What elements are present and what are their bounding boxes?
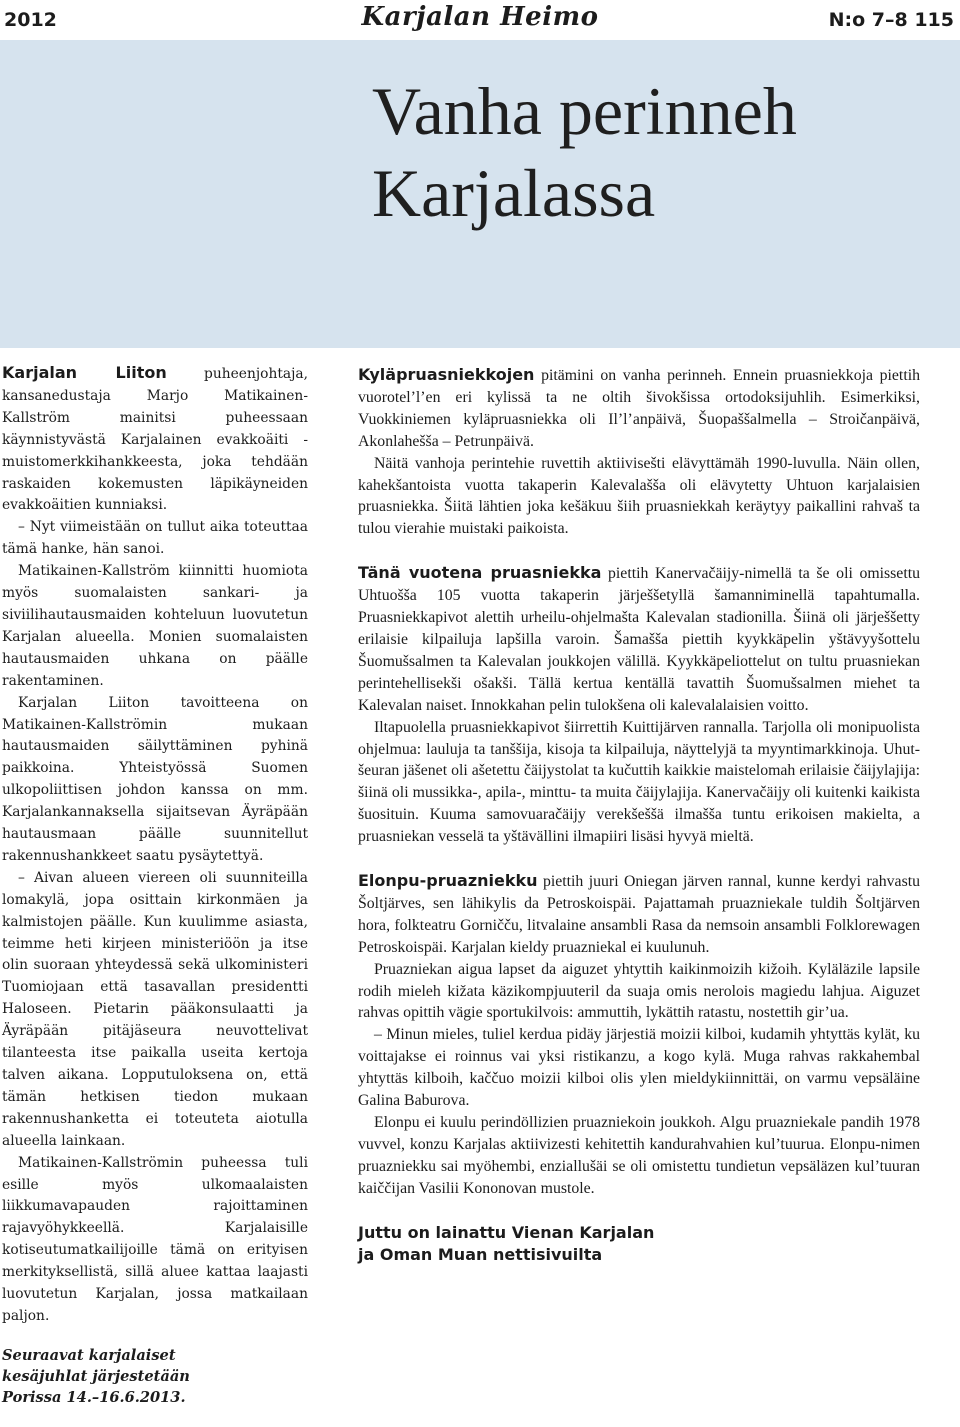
section-3-p1-text: piettih juuri Oniegan järven rannal, kunne kerdyi rahvastu Šoltjärves, sen lähikylis da Petroskoispäi. Pajattamah pruazniekale tuldih Šoltjärven hora, folkteatru Gorničču, litvalaine ansambli Rasa da nemsoin ansambli Folklorewagen Petroskoispäi. Karjalan kieldy pruazniekal ei kuulunuh. [358, 873, 920, 956]
title-line-2: Karjalassa [372, 155, 656, 231]
section-1-paragraph-1 [358, 364, 920, 453]
source-attribution [358, 1222, 920, 1266]
article-title [372, 70, 797, 234]
left-p1-text: puheenjohtaja, kansanedustaja Marjo Matikainen-Kallström mainitsi puheessaan käynnistyvästä Karjalainen evakkoäiti -muistomerkkihankkeesta, joka tehdään raskaiden kokemusten läpikäyneiden evakkoäitien kunniaksi. [2, 366, 308, 514]
issue-page-number: N:o 7–8 115 [828, 9, 954, 31]
section-2-p1-text: piettih Kanervačäijy-nimellä ta še oli omissettu Uhtuošša 105 vuotta takaperin järješšetyllä šamanniminellä tapahtumalla. Pruasniekkapivot alettih urheilu-ohjelmašta Kalevalan stadionilla. Šiinä oli järješšetty erilaisie kilpailuja lapšilla varoin. Šamašša piettih kyykkäpelin yštävyyšottelu Šuomušsalmen ta Kalevalan joukkojen välillä. Kyykkäpeliottelut on tultu pruasniekan perintehellisekši ošakši. Tällä kertua kentällä tavattih Šuomušsalmen miehet ta Kalevalan naiset. Innokkahan pelin tulokšena oli kalevalalaisien voitto. [358, 565, 920, 714]
section-1-lead: Kyläpruasniekkojen [358, 365, 535, 384]
summer-festival-note [2, 1345, 302, 1408]
left-paragraph-2: – Nyt viimeistään on tullut aika toteuttaa tämä hanke, hän sanoi. [2, 519, 308, 558]
attribution-line-2: ja Oman Muan nettisivuilta [358, 1244, 603, 1264]
section-1-p1-text: pitämini on vanha perinneh. Ennein pruasniekkoja piettih vuorotel’l’en eri kylissä ta ne oltih šivokšissa ortodoksijuhlih. Esimerkiksi, Vuokkiniemen kyläpruasniekka oli Il’l’anpäivä, Šuopaššalmella – Stroičanpäivä, Akonlahešša – Petrunpäivä. [358, 367, 920, 450]
right-column [358, 364, 920, 1266]
left-paragraph-4: Karjalan Liiton tavoitteena on Matikainen-Kallströmin mukaan hautausmaiden säilyttäminen pyhinä paikkoina. Yhteistyössä Suomen ulkopoliittisen johdon kanssa on mm. Karjalankannaksella sijaitsevan Äyräpään hautausmaan päälle suunnitellut rakennushankkeet saatu pysäytettyä. [2, 694, 308, 864]
section-2-lead: Tänä vuotena pruasniekka [358, 563, 602, 583]
section-3-paragraph-4: Elonpu ei kuulu perindöllizien pruazniekoin joukkoh. Algu pruazniekale pandih 1978 vuvvel, konzu Karjalas aktiivizesti kehitettih kandurahvahien kul’tuurua. Elonpu-nimen pruazniekku sai myöhembi, enziallušäi se oli omistettu tundietun vepsäläzen kul’tuuran kaiččijan Vasilii Kononovan mustole. [358, 1114, 920, 1197]
left-lead-text: Karjalan Liiton [2, 363, 167, 382]
left-paragraph-1 [2, 362, 308, 517]
section-3-lead: Elonpu-pruazniekku [358, 871, 538, 891]
title-banner [0, 40, 960, 348]
left-paragraph-6: Matikainen-Kallströmin puheessa tuli esille myös ulkomaalaisten liikkumavapauden rajoittaminen rajavyöhykkeellä. Karjalaisille kotiseutumatkailijoille tämä on erityisen merkityksellistä, sillä aluee kattaa laajasti luovutetun Karjalan, jossa matkailaan paljon. [2, 1154, 308, 1324]
title-line-1: Vanha perinneh [372, 73, 797, 149]
page-header [0, 0, 960, 40]
note-line-2: kesäjuhlat järjestetään [2, 1368, 190, 1385]
attribution-line-1: Juttu on lainattu Vienan Karjalan [358, 1222, 655, 1242]
year-label: 2012 [4, 9, 57, 31]
section-3-paragraph-3: – Minun mieles, tuliel kerdua pidäy järjestiä moizii kilboi, kudamih yhtyttäs kylät, ku voittajakse ei roinnus vai yksi ristikanzu, a kogo kylä. Muga rahvas rakkahembal yhtyttäs kilboih, kaččuo moizii kilboi olis ylen mieldykiinnittäi, on varmu vepsäläine Galina Baburova. [358, 1026, 920, 1110]
section-2-paragraph-1 [358, 562, 920, 716]
section-2-paragraph-2: Iltapuolella pruasniekkapivot šiirrettih Kuittijärven rannalla. Tarjolla oli monipuolista ohjelmua: lauluja ta tanššija, kisoja ta kilpailuja, näyttelyjä ta myyntimarkkinoja. Uhut-šeuran jäšenet oli ašetettu čäijystolat ta kučuttih kaikkie maistelomah erilaisie čäijylajija: šiinä oli mussikka-, apila-, minttu- ta muita čäijylajija. Kanervačäijy oli kuitenki kaikista šuosituin. Kuuma samovuaračäijy verekšeššä ilmašša tuntu erikoisen makielta, a pruasniekan vesselä ta yštävällini ilmapiiri lisäsi hyvyä mieltä. [358, 718, 920, 846]
section-3-paragraph-2: Pruaznieka​n aigua lapset da aiguzet yhtyttih kaikinmoizih kižoih. Kyläläzile lapsile rodih mieleh kižata käzikompjuuteril da suaja omis nerolois magiedu lahjua. Aiguzet rahvas opittih vägie sportukilvois: ammuttih, lykättih ratastu, nostettih gir’ua. [358, 960, 920, 1022]
section-3-paragraph-1 [358, 870, 920, 959]
masthead-logo: Karjalan Heimo [361, 2, 599, 32]
section-1-paragraph-2: Näitä vanhoja perintehie ruvettih aktiivisešti elävyttämäh 1990-luvulla. Näin ollen, kahekšantoista vuotta takaperin Kalevalašša oli elävytetty Uhtuon karjalaisien pruasniekka. Šiitä lähtien joka kešäkuu šiih pruasniekkah keräytyy paikallini rahvaš ta tulou vierahie muistaki paikoista. [358, 454, 920, 538]
note-line-1: Seuraavat karjalaiset [2, 1347, 176, 1364]
left-paragraph-3: Matikainen-Kallström kiinnitti huomiota myös suomalaisten sankari- ja siviilihautausmaiden kohteluun luovutetun Karjalan alueella. Monien suomalaisten hautausmaiden uhkana on päälle rakentaminen. [2, 563, 308, 689]
left-column [2, 362, 308, 1328]
note-line-3: Porissa 14.–16.6.2013. [2, 1389, 186, 1406]
left-paragraph-5: – Aivan alueen viereen oli suunniteilla lomakylä, jopa osittain kirkonmäen ja kalmistojen päälle. Kun kuulimme asiasta, teimme heti kirjeen ministeriöön ja itse olin suoraan yhteydessä sekä ulkoministeri Tuomiojaan että tasavallan presidentti Haloseen. Pietarin pääkonsulaatti ja Äyräpään pitäjäseura neuvottelivat tilanteesta itse paikalla useita kertoja talven aikana. Lopputuloksena on, että tämän hetkisen tiedon mukaan rakennushanketta ei toteuteta aiotulla alueella lainkaan. [2, 869, 308, 1149]
